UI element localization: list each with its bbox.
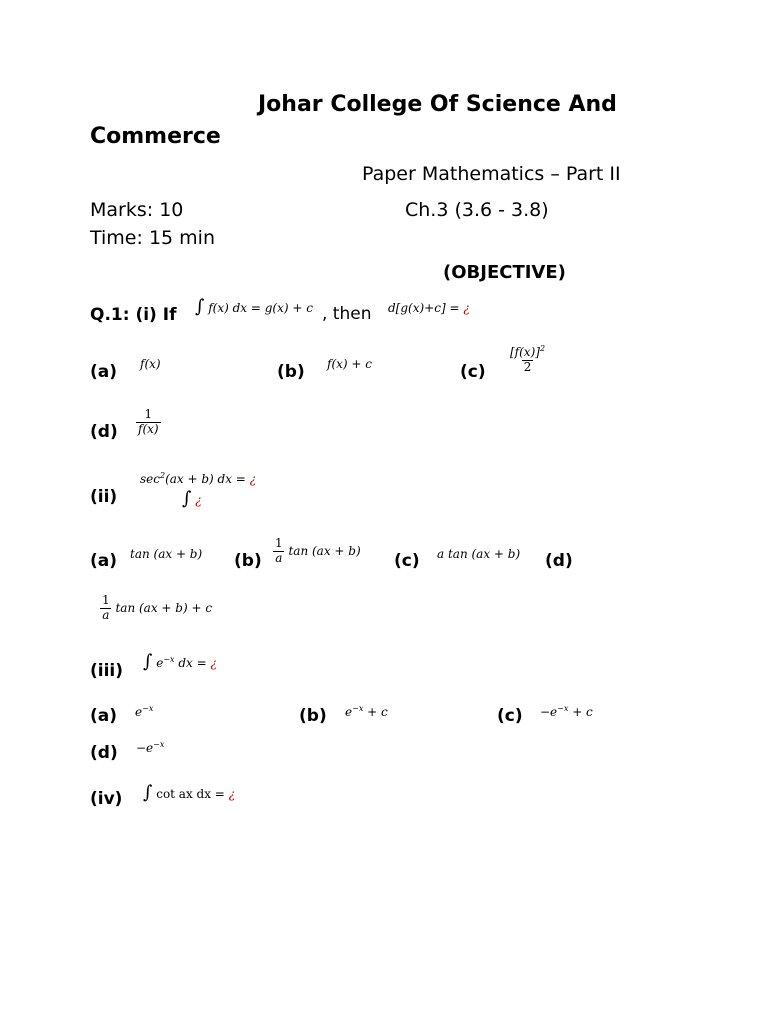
q1-given-expr: ∫ f(x) dx = g(x) + c xyxy=(195,296,313,317)
chapter: Ch.3 (3.6 - 3.8) xyxy=(405,199,549,221)
q1-label: Q.1: (i) If xyxy=(90,305,177,325)
q2-opt-d-label: (d) xyxy=(545,551,573,571)
q2-expr: $\sec^2(ax + b)$ dx = ¿ xyxy=(140,471,257,486)
paper-title: Paper Mathematics – Part II xyxy=(362,163,621,185)
q1-opt-b-label: (b) xyxy=(277,362,305,382)
q1-blank: ¿ xyxy=(463,301,470,315)
q2-opt-b-label: (b) xyxy=(234,551,262,571)
q1-opt-b-expr: f(x) + c xyxy=(327,357,372,371)
q3-opt-a-expr: $e^{-x}$ xyxy=(135,704,154,719)
q2-opt-c-label: (c) xyxy=(394,551,420,571)
q1-opt-d-expr: $\frac{1}{f(x)}$ xyxy=(138,407,159,436)
q3-opt-b-expr: $e^{-x} + c$ xyxy=(345,704,388,719)
q4-expr: ∫ cot ax dx = ¿ xyxy=(143,782,236,803)
q3-opt-d-label: (d) xyxy=(90,743,118,763)
time: Time: 15 min xyxy=(90,227,215,249)
marks: Marks: 10 xyxy=(90,199,184,221)
q2-integral: ∫ ¿ xyxy=(182,488,202,509)
q1-opt-d-label: (d) xyxy=(90,422,118,442)
integral-sign-icon: ∫ xyxy=(195,296,205,317)
q1-find-expr: d[g(x)+c] = ¿ xyxy=(388,301,470,315)
section-heading: (OBJECTIVE) xyxy=(443,262,566,283)
q2-opt-d-expr: $\frac{1}{a}$ tan (ax + b) + c xyxy=(102,593,213,622)
q2-opt-a-label: (a) xyxy=(90,551,118,571)
q1-opt-c-label: (c) xyxy=(460,362,486,382)
q1-opt-a-label: (a) xyxy=(90,362,118,382)
q3-opt-c-expr: $-e^{-x} + c$ xyxy=(540,704,593,719)
college-name-line1: Johar College Of Science And xyxy=(258,92,617,117)
q3-opt-c-label: (c) xyxy=(497,706,523,726)
q1-then: , then xyxy=(322,304,372,324)
college-name-line2: Commerce xyxy=(90,124,221,149)
q2-opt-b-expr: $\frac{1}{a}$ tan (ax + b) xyxy=(275,536,361,565)
q1-opt-c-expr: $\frac{[f(x)]^2}{2}$ xyxy=(510,344,546,374)
integral-sign-icon: ∫ xyxy=(182,488,192,509)
q2-opt-a-expr: tan (ax + b) xyxy=(130,547,203,561)
integral-sign-icon: ∫ xyxy=(143,782,153,803)
q3-opt-d-expr: $-e^{-x}$ xyxy=(136,740,165,755)
q3-opt-b-label: (b) xyxy=(299,706,327,726)
q3-opt-a-label: (a) xyxy=(90,706,118,726)
q4-label: (iv) xyxy=(90,789,123,809)
q2-opt-c-expr: a tan (ax + b) xyxy=(437,547,521,561)
q1-opt-a-expr: f(x) xyxy=(140,357,161,371)
q3-expr: ∫ $e^{-x}$ dx = ¿ xyxy=(143,651,217,672)
q2-label: (ii) xyxy=(90,487,118,507)
integral-sign-icon: ∫ xyxy=(143,651,153,672)
q3-label: (iii) xyxy=(90,661,124,681)
